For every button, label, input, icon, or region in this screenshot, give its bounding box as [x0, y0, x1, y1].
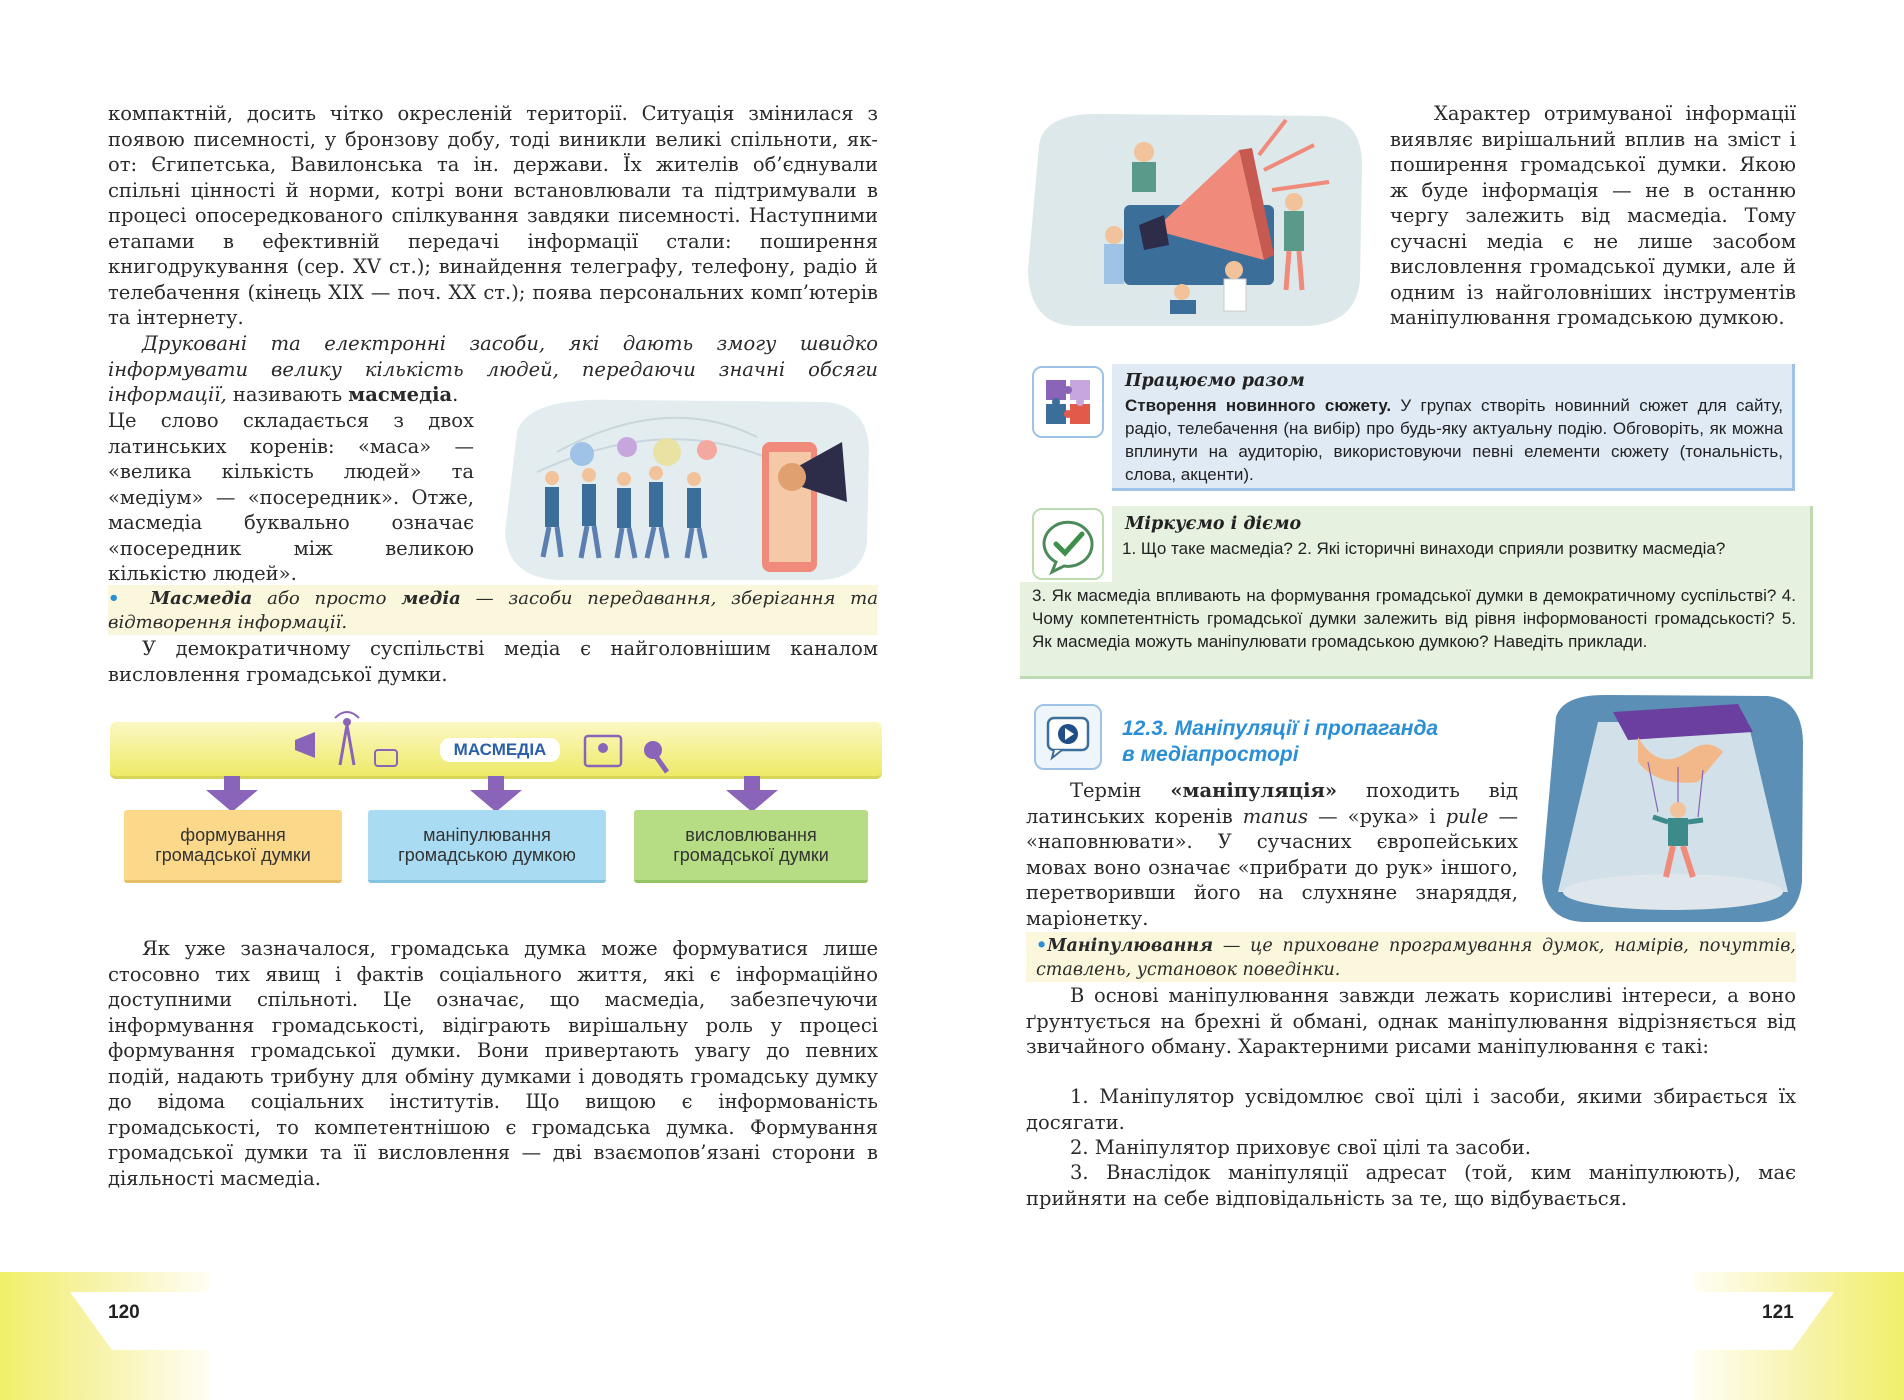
- intro-paragraph: компактній, досить чітко окресленій території. Ситуація змінилася з появою писемності, у бронзову добу, тоді виникли великі спільноти, як-от: Єгипетська, Вавилонська та ін. держави. Їх жителів об’єднували спільні цінності й норми, котрі вони встановлювали та підтримували в процесі опосередкованого спілкування завдяки писемності. Наступними етапами в ефективній передачі інформації стали: поширення книгодрукування (сер. XV ст.); винайдення телеграфу, телефону, радіо й телебачення (кінець XIX — поч. XX ст.); поява персональних комп’ютерів та інтернету.: [108, 102, 878, 329]
- arrow-stem-1: [224, 776, 240, 790]
- arrow-down-2-icon: [470, 790, 522, 812]
- work-together-title: Працюємо разом: [1125, 371, 1305, 391]
- puppet-illustration: [1538, 692, 1806, 924]
- italic-lead: Друковані та електронні засоби, які дають змогу швидко інформувати велику кількість людей, передаючи значні обсяги інформації,: [108, 332, 878, 406]
- page-number-right: 121: [1762, 1302, 1794, 1323]
- bottom-paragraph: Як уже зазначалося, громадська думка може формуватися лише стосовно тих явищ і фактів соціального життя, які є інформаційно доступними спільноті. Це означає, що масмедіа, забезпечуючи інформування громадськості, відіграють вирішальну роль у процесі формування громадської думки. Вони привертають увагу до певних подій, надають трибуну для обміну думками і доводять громадську думку до відома соціальних інститутів. Що вищою є інформованість громадськості, то компетентнішою є громадська думка. Формування громадської думки та її висловлення — дві взаємопов’язані сторони в діяльності масмедіа.: [108, 937, 878, 1190]
- term-mid: походить від латинських коренів: [1026, 779, 1518, 828]
- puzzle-icon: [1032, 366, 1104, 438]
- diagram-box-manipulating-label: маніпулювання громадською думкою: [398, 825, 576, 865]
- page-number-left: 120: [108, 1302, 140, 1323]
- right-top-paragraph: Характер отримуваної інформації виявляє вирішальний вплив на зміст і поширення громадської думки. Якою ж буде інформація — не в останню чергу залежить від масмедіа. Тому сучасні медіа є не лише засобом висловлення громадської думки, але й одним із найголовніших інструментів маніпулювання громадською думкою.: [1390, 102, 1796, 329]
- work-together-text: [1125, 394, 1783, 486]
- diagram-box-manipulating: [368, 810, 606, 883]
- check-bubble-icon: [1032, 508, 1104, 580]
- term-end: — «наповнювати». У сучасних європейських мовах воно означає «прибрати до рук» іншого, перетворивши його на слухняне знаряддя, маріонетку.: [1026, 804, 1518, 930]
- word-origin-paragraph: Це слово складається з двох латинських коренів: «маса» — «велика кількість людей» та «медіум» — «посередник». Отже, масмедіа буквально означає «посередник між великою кількістю людей».: [108, 409, 474, 585]
- diagram-box-expressing-label: висловлювання громадської думки: [673, 825, 829, 865]
- lead-plain: називають: [226, 383, 349, 406]
- definition-term: Масмедіа: [150, 588, 253, 609]
- definition-term2: медіа: [401, 588, 461, 609]
- crowd-megaphone-illustration: [497, 392, 872, 582]
- term-manus: manus: [1242, 804, 1309, 828]
- section-heading-line1: 12.3. Маніпуляції і пропаганда: [1122, 717, 1439, 740]
- think-act-title: Міркуємо і діємо: [1125, 514, 1302, 534]
- term-start: Термін: [1070, 779, 1171, 802]
- arrow-down-3-icon: [726, 790, 778, 812]
- term-bold: «маніпуляція»: [1170, 779, 1338, 802]
- manipulation-definition-rest: — це приховане програмування думок, намірів, почуттів, ставлень, установок поведінки.: [1036, 936, 1796, 980]
- work-together-task-text: У групах створіть новинний сюжет для сайту, радіо, телебачення (на вибір) про будь-яку актуальну подію. Обговоріть, як можна вплинути на аудиторію, використовуючи певні елементи сюжету (тональність, слова, акценти).: [1125, 396, 1783, 484]
- arrow-down-1-icon: [206, 790, 258, 812]
- bullet-dot-icon: •: [108, 588, 151, 609]
- term-paragraph: [1026, 778, 1518, 931]
- diagram-box-forming-label: формування громадської думки: [155, 825, 311, 865]
- definition-mid: або просто: [252, 588, 402, 609]
- diagram-box-forming: [124, 810, 342, 883]
- think-act-questions-first: 1. Що таке масмедіа? 2. Які історичні винаходи сприяли розвитку масмедіа?: [1122, 539, 1726, 558]
- bullet-dot-2-icon: •: [1036, 936, 1048, 956]
- list-item-3: 3. Внаслідок маніпуляції адресат (той, ким маніпулюють), має прийняти на себе відповідальність за те, що відбувається.: [1026, 1161, 1796, 1210]
- lead-bold-term: масмедіа: [348, 383, 453, 406]
- list-item-2: 2. Маніпулятор приховує свої цілі та засоби.: [1070, 1136, 1531, 1159]
- lead-end: .: [452, 383, 459, 406]
- arrow-stem-3: [744, 776, 760, 790]
- arrow-stem-2: [488, 776, 504, 790]
- diagram-title: МАСМЕДІА: [440, 738, 560, 762]
- megaphone-illustration: [1024, 110, 1364, 328]
- definition-rest: — засоби передавання, зберігання та відтворення інформації.: [108, 588, 878, 633]
- think-act-questions-rest: 3. Як масмедіа впливають на формування громадської думки в демократичному суспільстві? 4. Чому компетентність громадської думки залежить від рівня інформованості громадськості? 5. Як масмедіа можуть маніпулювати громадською думкою? Наведіть приклади.: [1032, 586, 1796, 651]
- term-mid2: — «рука» і: [1308, 804, 1446, 828]
- section-heading-line2: в медіапросторі: [1122, 743, 1299, 766]
- manipulation-definition: [1036, 934, 1796, 982]
- manipulation-term: Маніпулювання: [1047, 936, 1214, 956]
- masmedia-definition: [108, 587, 878, 635]
- video-play-icon: [1034, 704, 1102, 770]
- democracy-paragraph: У демократичному суспільстві медіа є найголовнішим каналом висловлення громадської думки.: [108, 637, 878, 686]
- basis-paragraph: В основі маніпулювання завжди лежать корисливі інтереси, а воно ґрунтується на брехні й обмані, однак маніпулювання відрізняється від звичайного обману. Характерними рисами маніпулювання є такі:: [1026, 984, 1796, 1058]
- list-item-1: 1. Маніпулятор усвідомлює свої цілі і засоби, якими збирається їх досягати.: [1026, 1085, 1796, 1134]
- term-pule: pule: [1445, 804, 1489, 828]
- work-together-task-title: Створення новинного сюжету.: [1125, 396, 1392, 415]
- diagram-box-expressing: [634, 810, 868, 883]
